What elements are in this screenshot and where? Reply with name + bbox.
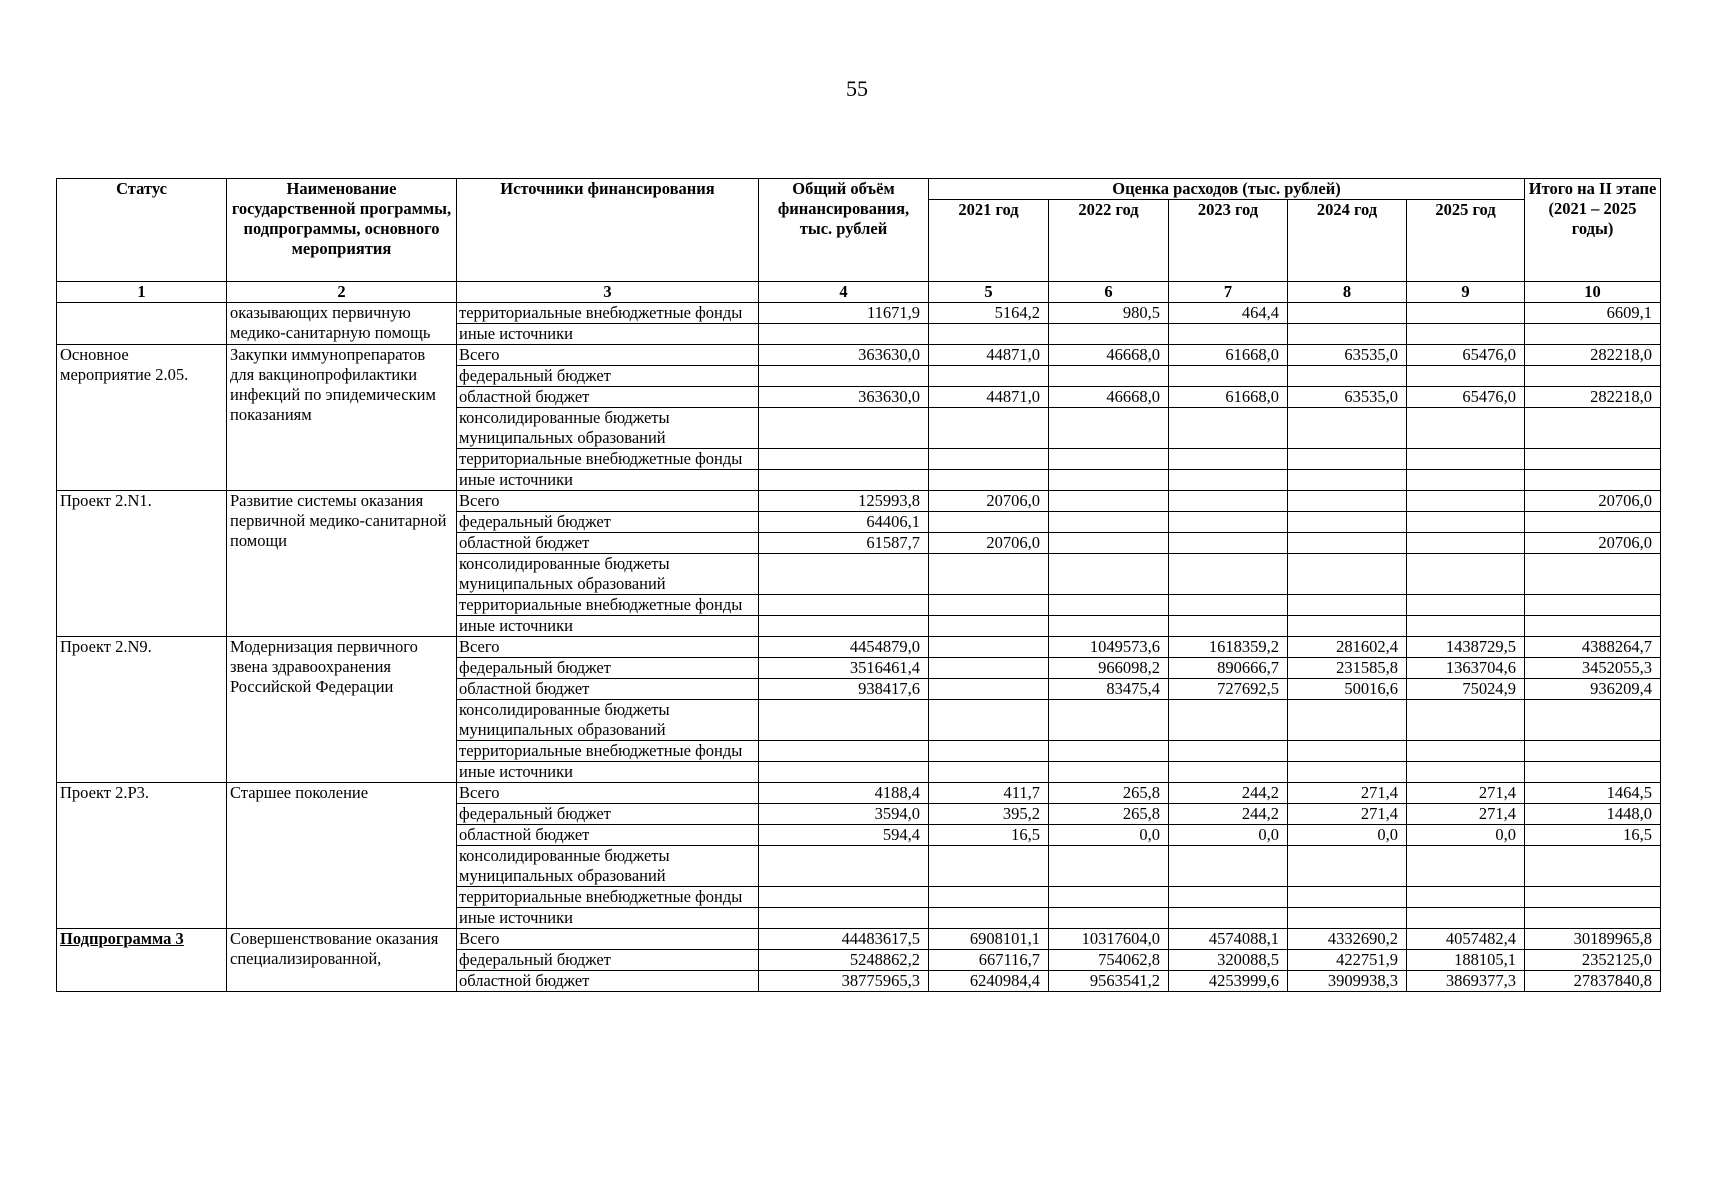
row-funding-source: консолидированные бюджеты муниципальных образований	[457, 700, 759, 741]
row-value-cell: 244,2	[1169, 804, 1288, 825]
row-value-cell	[1049, 449, 1169, 470]
row-status	[57, 783, 227, 929]
row-funding-source: иные источники	[457, 908, 759, 929]
row-value-cell	[1525, 408, 1661, 449]
header-year: 2025 год	[1407, 200, 1525, 282]
table-row	[57, 783, 1661, 804]
row-value-cell: 50016,6	[1288, 679, 1407, 700]
row-value-cell: 5248862,2	[759, 950, 929, 971]
row-funding-source: консолидированные бюджеты муниципальных образований	[457, 846, 759, 887]
row-value-cell	[929, 887, 1049, 908]
row-value-cell	[1049, 324, 1169, 345]
row-value-cell	[1288, 408, 1407, 449]
row-value-cell: 6609,1	[1525, 303, 1661, 324]
row-funding-source: федеральный бюджет	[457, 366, 759, 387]
row-funding-source: областной бюджет	[457, 387, 759, 408]
row-value-cell: 6240984,4	[929, 971, 1049, 992]
row-value-cell	[1407, 762, 1525, 783]
row-value-cell: 265,8	[1049, 804, 1169, 825]
row-value-cell	[1407, 700, 1525, 741]
table-header	[57, 179, 1661, 303]
row-value-cell: 282218,0	[1525, 387, 1661, 408]
row-status-text: Подпрограмма 3	[60, 929, 184, 948]
row-value-cell	[1525, 324, 1661, 345]
row-value-cell	[929, 449, 1049, 470]
row-value-cell	[759, 554, 929, 595]
table-body	[57, 303, 1661, 992]
row-funding-source: Всего	[457, 929, 759, 950]
row-value-cell: 938417,6	[759, 679, 929, 700]
row-value-cell: 281602,4	[1288, 637, 1407, 658]
row-value-cell: 727692,5	[1169, 679, 1288, 700]
header-stage-total: Итого на II этапе (2021 – 2025 годы)	[1525, 179, 1661, 282]
row-status	[57, 491, 227, 637]
row-value-cell	[1049, 762, 1169, 783]
row-funding-source: Всего	[457, 345, 759, 366]
row-funding-source: иные источники	[457, 616, 759, 637]
column-number: 4	[759, 282, 929, 303]
row-value-cell: 1049573,6	[1049, 637, 1169, 658]
row-value-cell	[929, 366, 1049, 387]
header-year: 2022 год	[1049, 200, 1169, 282]
row-value-cell: 61668,0	[1169, 345, 1288, 366]
row-value-cell: 3516461,4	[759, 658, 929, 679]
row-status	[57, 929, 227, 992]
row-value-cell: 83475,4	[1049, 679, 1169, 700]
row-value-cell: 363630,0	[759, 387, 929, 408]
row-funding-source: консолидированные бюджеты муниципальных образований	[457, 554, 759, 595]
row-value-cell	[1288, 324, 1407, 345]
row-funding-source: областной бюджет	[457, 679, 759, 700]
row-value-cell	[1525, 887, 1661, 908]
column-number: 9	[1407, 282, 1525, 303]
row-value-cell	[1169, 595, 1288, 616]
row-value-cell	[929, 762, 1049, 783]
row-value-cell	[1407, 741, 1525, 762]
row-value-cell	[1169, 512, 1288, 533]
row-value-cell	[1169, 533, 1288, 554]
row-value-cell	[759, 595, 929, 616]
row-value-cell: 4253999,6	[1169, 971, 1288, 992]
row-status-text: Проект 2.Р3.	[60, 783, 150, 802]
row-value-cell	[929, 658, 1049, 679]
header-estimate: Оценка расходов (тыс. рублей)	[929, 179, 1525, 200]
row-value-cell: 0,0	[1288, 825, 1407, 846]
row-value-cell: 44483617,5	[759, 929, 929, 950]
header-sources: Источники финансирования	[457, 179, 759, 282]
row-value-cell: 3909938,3	[1288, 971, 1407, 992]
row-funding-source: территориальные внебюджетные фонды	[457, 741, 759, 762]
row-value-cell	[1525, 908, 1661, 929]
row-value-cell	[1525, 470, 1661, 491]
row-value-cell: 20706,0	[929, 491, 1049, 512]
row-funding-source: иные источники	[457, 324, 759, 345]
row-value-cell	[759, 846, 929, 887]
page-number: 55	[846, 76, 868, 101]
row-value-cell	[1049, 846, 1169, 887]
row-value-cell: 244,2	[1169, 783, 1288, 804]
row-value-cell	[1407, 595, 1525, 616]
row-value-cell: 1464,5	[1525, 783, 1661, 804]
row-value-cell	[759, 700, 929, 741]
financing-table-wrapper	[56, 178, 1660, 992]
row-funding-source: федеральный бюджет	[457, 658, 759, 679]
row-value-cell: 20706,0	[929, 533, 1049, 554]
row-value-cell: 46668,0	[1049, 345, 1169, 366]
row-value-cell	[1288, 533, 1407, 554]
row-program-name: оказывающих первичную медико-санитарную помощь	[227, 303, 457, 345]
row-value-cell: 188105,1	[1407, 950, 1525, 971]
row-status	[57, 637, 227, 783]
row-value-cell	[1407, 408, 1525, 449]
row-funding-source: территориальные внебюджетные фонды	[457, 449, 759, 470]
row-funding-source: территориальные внебюджетные фонды	[457, 887, 759, 908]
row-funding-source: территориальные внебюджетные фонды	[457, 595, 759, 616]
row-value-cell	[1407, 324, 1525, 345]
row-value-cell: 265,8	[1049, 783, 1169, 804]
row-value-cell: 61587,7	[759, 533, 929, 554]
row-value-cell: 61668,0	[1169, 387, 1288, 408]
row-value-cell: 0,0	[1407, 825, 1525, 846]
table-row	[57, 637, 1661, 658]
row-funding-source: территориальные внебюджетные фонды	[457, 303, 759, 324]
row-value-cell	[1525, 449, 1661, 470]
header-status: Статус	[57, 179, 227, 282]
row-value-cell	[1049, 700, 1169, 741]
row-value-cell	[1288, 616, 1407, 637]
row-value-cell: 594,4	[759, 825, 929, 846]
row-value-cell	[1288, 554, 1407, 595]
row-value-cell: 320088,5	[1169, 950, 1288, 971]
row-value-cell	[1169, 887, 1288, 908]
row-value-cell	[929, 324, 1049, 345]
row-value-cell: 464,4	[1169, 303, 1288, 324]
row-value-cell: 4454879,0	[759, 637, 929, 658]
row-program-name: Старшее поколение	[227, 783, 457, 929]
row-value-cell	[1407, 616, 1525, 637]
row-value-cell	[1525, 554, 1661, 595]
column-number: 1	[57, 282, 227, 303]
row-value-cell	[929, 679, 1049, 700]
row-value-cell	[1407, 470, 1525, 491]
row-value-cell: 1363704,6	[1407, 658, 1525, 679]
row-value-cell: 30189965,8	[1525, 929, 1661, 950]
row-value-cell: 4574088,1	[1169, 929, 1288, 950]
row-value-cell: 1438729,5	[1407, 637, 1525, 658]
row-value-cell	[1169, 616, 1288, 637]
row-status-text: Проект 2.N9.	[60, 637, 152, 656]
row-value-cell	[1525, 616, 1661, 637]
row-funding-source: областной бюджет	[457, 825, 759, 846]
row-value-cell	[929, 554, 1049, 595]
row-value-cell	[1407, 554, 1525, 595]
column-number: 7	[1169, 282, 1288, 303]
row-value-cell: 271,4	[1288, 804, 1407, 825]
row-value-cell	[1407, 908, 1525, 929]
row-status	[57, 303, 227, 345]
column-number: 6	[1049, 282, 1169, 303]
row-value-cell	[1407, 846, 1525, 887]
row-value-cell	[1288, 470, 1407, 491]
header-year: 2023 год	[1169, 200, 1288, 282]
row-value-cell	[929, 908, 1049, 929]
row-value-cell: 0,0	[1169, 825, 1288, 846]
row-value-cell	[1407, 512, 1525, 533]
table-row	[57, 303, 1661, 324]
row-value-cell: 363630,0	[759, 345, 929, 366]
row-value-cell: 890666,7	[1169, 658, 1288, 679]
row-value-cell	[1049, 616, 1169, 637]
column-numbers-row	[57, 282, 1661, 303]
row-value-cell: 44871,0	[929, 345, 1049, 366]
row-value-cell	[1288, 595, 1407, 616]
row-value-cell: 4057482,4	[1407, 929, 1525, 950]
row-value-cell: 38775965,3	[759, 971, 929, 992]
row-value-cell: 411,7	[929, 783, 1049, 804]
row-program-name: Совершенствование оказания специализированной,	[227, 929, 457, 992]
row-value-cell	[1288, 908, 1407, 929]
row-value-cell	[1407, 533, 1525, 554]
row-value-cell	[929, 408, 1049, 449]
row-value-cell: 936209,4	[1525, 679, 1661, 700]
row-value-cell: 46668,0	[1049, 387, 1169, 408]
row-funding-source: областной бюджет	[457, 533, 759, 554]
row-value-cell	[929, 470, 1049, 491]
row-value-cell	[1288, 700, 1407, 741]
row-value-cell	[759, 324, 929, 345]
row-value-cell	[1288, 887, 1407, 908]
column-number: 5	[929, 282, 1049, 303]
row-value-cell: 395,2	[929, 804, 1049, 825]
row-value-cell	[1049, 470, 1169, 491]
row-value-cell: 10317604,0	[1049, 929, 1169, 950]
row-value-cell: 980,5	[1049, 303, 1169, 324]
row-value-cell	[1049, 554, 1169, 595]
row-value-cell: 0,0	[1049, 825, 1169, 846]
column-number: 3	[457, 282, 759, 303]
row-value-cell: 2352125,0	[1525, 950, 1661, 971]
row-value-cell: 271,4	[1407, 783, 1525, 804]
row-value-cell: 3594,0	[759, 804, 929, 825]
row-value-cell: 231585,8	[1288, 658, 1407, 679]
row-value-cell	[1407, 491, 1525, 512]
row-value-cell: 282218,0	[1525, 345, 1661, 366]
row-value-cell: 271,4	[1288, 783, 1407, 804]
row-value-cell: 27837840,8	[1525, 971, 1661, 992]
row-value-cell: 16,5	[929, 825, 1049, 846]
header-name: Наименование государственной программы, подпрограммы, основного мероприятия	[227, 179, 457, 282]
row-value-cell	[1288, 762, 1407, 783]
row-value-cell: 4332690,2	[1288, 929, 1407, 950]
row-funding-source: федеральный бюджет	[457, 512, 759, 533]
row-value-cell: 4188,4	[759, 783, 929, 804]
row-value-cell	[759, 470, 929, 491]
row-value-cell	[929, 846, 1049, 887]
row-value-cell	[1049, 512, 1169, 533]
row-value-cell	[929, 741, 1049, 762]
row-value-cell: 20706,0	[1525, 491, 1661, 512]
row-value-cell: 63535,0	[1288, 345, 1407, 366]
row-funding-source: Всего	[457, 491, 759, 512]
row-value-cell	[929, 616, 1049, 637]
row-value-cell: 16,5	[1525, 825, 1661, 846]
row-value-cell: 3869377,3	[1407, 971, 1525, 992]
row-value-cell	[1525, 700, 1661, 741]
row-value-cell	[759, 887, 929, 908]
row-funding-source: Всего	[457, 783, 759, 804]
row-status-text: Основное мероприятие 2.05.	[60, 345, 189, 384]
column-number: 8	[1288, 282, 1407, 303]
row-status-text: Проект 2.N1.	[60, 491, 152, 510]
row-value-cell	[1288, 366, 1407, 387]
row-value-cell	[1049, 408, 1169, 449]
row-program-name: Модернизация первичного звена здравоохранения Российской Федерации	[227, 637, 457, 783]
row-value-cell	[1049, 366, 1169, 387]
row-value-cell	[1525, 762, 1661, 783]
row-value-cell	[1407, 449, 1525, 470]
row-value-cell	[1407, 366, 1525, 387]
row-funding-source: консолидированные бюджеты муниципальных образований	[457, 408, 759, 449]
row-value-cell: 11671,9	[759, 303, 929, 324]
row-value-cell	[1049, 741, 1169, 762]
row-value-cell	[1049, 908, 1169, 929]
row-value-cell	[1288, 846, 1407, 887]
row-value-cell: 63535,0	[1288, 387, 1407, 408]
row-value-cell	[1169, 908, 1288, 929]
row-funding-source: федеральный бюджет	[457, 804, 759, 825]
row-value-cell	[1169, 470, 1288, 491]
row-value-cell	[1407, 303, 1525, 324]
row-funding-source: Всего	[457, 637, 759, 658]
row-value-cell	[1169, 449, 1288, 470]
row-value-cell	[759, 449, 929, 470]
row-value-cell	[759, 366, 929, 387]
row-value-cell: 754062,8	[1049, 950, 1169, 971]
row-funding-source: иные источники	[457, 762, 759, 783]
table-row	[57, 345, 1661, 366]
row-value-cell: 1618359,2	[1169, 637, 1288, 658]
row-value-cell	[1169, 408, 1288, 449]
row-value-cell	[1525, 846, 1661, 887]
row-funding-source: иные источники	[457, 470, 759, 491]
row-value-cell: 1448,0	[1525, 804, 1661, 825]
row-value-cell	[759, 762, 929, 783]
row-value-cell	[1169, 554, 1288, 595]
row-funding-source: федеральный бюджет	[457, 950, 759, 971]
row-value-cell	[1049, 491, 1169, 512]
row-value-cell: 271,4	[1407, 804, 1525, 825]
row-value-cell	[1525, 512, 1661, 533]
row-value-cell: 20706,0	[1525, 533, 1661, 554]
row-value-cell	[1169, 366, 1288, 387]
row-value-cell	[759, 908, 929, 929]
table-row	[57, 491, 1661, 512]
row-value-cell: 125993,8	[759, 491, 929, 512]
row-value-cell: 9563541,2	[1049, 971, 1169, 992]
row-value-cell	[1169, 762, 1288, 783]
row-value-cell	[929, 595, 1049, 616]
row-value-cell: 65476,0	[1407, 387, 1525, 408]
table-row	[57, 929, 1661, 950]
row-value-cell	[1169, 700, 1288, 741]
row-value-cell: 4388264,7	[1525, 637, 1661, 658]
row-funding-source: областной бюджет	[457, 971, 759, 992]
row-value-cell	[1288, 303, 1407, 324]
row-value-cell	[759, 741, 929, 762]
row-status	[57, 345, 227, 491]
row-value-cell: 667116,7	[929, 950, 1049, 971]
row-value-cell: 75024,9	[1407, 679, 1525, 700]
column-number: 10	[1525, 282, 1661, 303]
row-program-name: Закупки иммунопрепаратов для вакцинопрофилактики инфекций по эпидемическим показаниям	[227, 345, 457, 491]
row-value-cell: 6908101,1	[929, 929, 1049, 950]
row-value-cell	[1049, 595, 1169, 616]
row-value-cell	[1049, 533, 1169, 554]
row-value-cell	[1169, 846, 1288, 887]
row-value-cell	[1169, 491, 1288, 512]
row-value-cell	[929, 637, 1049, 658]
row-value-cell	[1288, 491, 1407, 512]
header-total: Общий объём финансирования, тыс. рублей	[759, 179, 929, 282]
row-value-cell	[929, 512, 1049, 533]
row-value-cell	[1407, 887, 1525, 908]
header-year: 2021 год	[929, 200, 1049, 282]
row-value-cell	[1288, 741, 1407, 762]
header-year: 2024 год	[1288, 200, 1407, 282]
row-value-cell	[759, 408, 929, 449]
column-number: 2	[227, 282, 457, 303]
row-value-cell	[1049, 887, 1169, 908]
row-value-cell	[1169, 741, 1288, 762]
row-program-name: Развитие системы оказания первичной медико-санитарной помощи	[227, 491, 457, 637]
row-value-cell	[1288, 512, 1407, 533]
row-value-cell: 65476,0	[1407, 345, 1525, 366]
row-value-cell	[1525, 595, 1661, 616]
row-value-cell	[759, 616, 929, 637]
row-value-cell: 966098,2	[1049, 658, 1169, 679]
row-value-cell	[1525, 366, 1661, 387]
row-value-cell: 64406,1	[759, 512, 929, 533]
row-value-cell: 5164,2	[929, 303, 1049, 324]
row-value-cell: 44871,0	[929, 387, 1049, 408]
row-value-cell	[1288, 449, 1407, 470]
row-value-cell	[929, 700, 1049, 741]
row-value-cell	[1169, 324, 1288, 345]
row-value-cell	[1525, 741, 1661, 762]
row-value-cell: 3452055,3	[1525, 658, 1661, 679]
row-value-cell: 422751,9	[1288, 950, 1407, 971]
financing-table	[56, 178, 1661, 992]
